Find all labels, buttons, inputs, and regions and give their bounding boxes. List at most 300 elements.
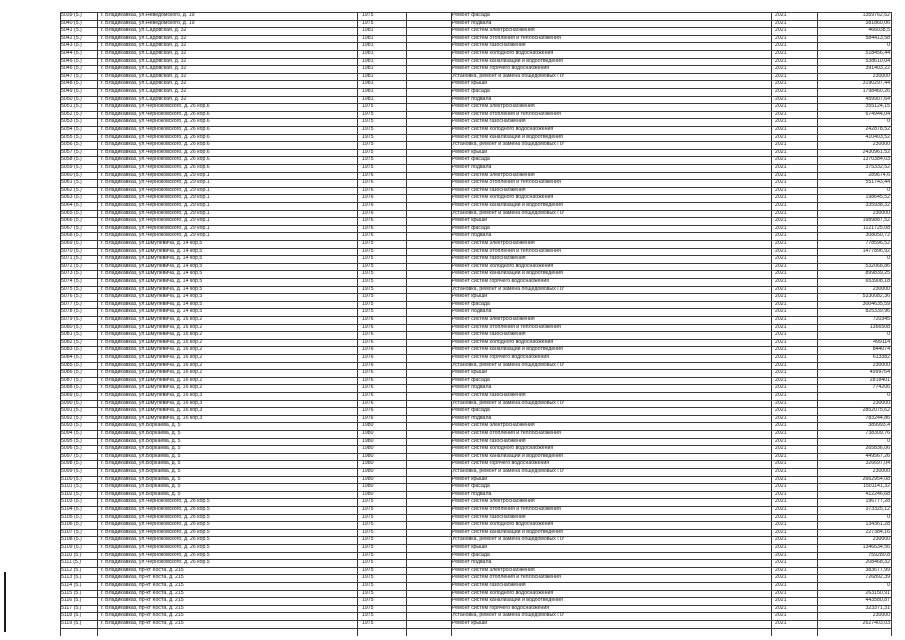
row-id: 5078 (5.) [61, 308, 82, 315]
table-row [60, 134, 892, 142]
table-row [60, 536, 892, 544]
row-amount: 653908,18 [865, 278, 890, 284]
row-amount: 0 [887, 118, 890, 125]
row-amount: 720345 [872, 316, 890, 322]
row-address: г. Владикавказ, ул.Шмулевича, д. 16 кор.2 [101, 384, 203, 391]
row-year: 1980 [362, 490, 374, 497]
row-work-type: Установка, ремонт и замена общедомовых ПУ [452, 72, 565, 79]
table-row [60, 354, 892, 362]
row-plan-year: 2021 [775, 506, 787, 512]
row-address: г. Владикавказ, ул.Садовская, д. 32 [101, 65, 187, 72]
row-year: 1980 [362, 430, 374, 436]
row-amount: 230000 [872, 209, 890, 216]
row-amount: 389993,4 [868, 422, 890, 429]
row-plan-year: 2021 [775, 148, 787, 155]
row-address: г. Владикавказ, ул.Боркаева, д. 5 [101, 468, 181, 474]
row-amount: 355124,15 [865, 103, 890, 110]
row-year: 1981 [362, 72, 374, 79]
row-plan-year: 2021 [775, 430, 787, 436]
row-work-type: Ремонт систем отопления и теплоснабжения [452, 506, 561, 512]
row-plan-year: 2021 [775, 95, 787, 102]
row-amount: 323371,31 [865, 604, 890, 611]
table-row [60, 88, 892, 96]
row-work-type: Ремонт систем электроснабжения [452, 171, 535, 178]
row-year: 1975 [362, 118, 374, 125]
row-address: г. Владикавказ, ул.Неведомского, д. 19 [101, 19, 195, 26]
row-address: г. Владикавказ, ул.Шмулевича, д. 16 кор.2 [101, 323, 203, 330]
row-plan-year: 2021 [775, 50, 787, 56]
row-work-type: Ремонт систем газоснабжения [452, 331, 526, 338]
row-plan-year: 2021 [775, 566, 787, 573]
row-address: г. Владикавказ, пр-кт Коста, д. 215 [101, 604, 184, 611]
row-id: 5083 (5.) [61, 346, 82, 353]
row-work-type: Ремонт систем горячего водоснабжения [452, 460, 550, 467]
row-plan-year: 2021 [775, 300, 787, 307]
row-amount: 1366508 [869, 323, 890, 330]
row-work-type: Ремонт систем канализации и водоотведения [452, 452, 563, 459]
row-year: 1980 [362, 452, 374, 459]
row-amount: 4999764 [869, 369, 890, 376]
row-address: г. Владикавказ, ул.Шмулевича, д. 16 кор.2 [101, 346, 203, 353]
row-amount: 230000 [872, 536, 890, 543]
row-year: 1975 [362, 133, 374, 140]
row-amount: 230000 [872, 72, 890, 79]
table-row [60, 430, 892, 438]
table-row [60, 65, 892, 73]
row-address: г. Владикавказ, ул.Шмулевича, д. 16 кор.2 [101, 369, 203, 376]
row-plan-year: 2021 [775, 270, 787, 277]
row-id: 5106 (5.) [61, 521, 82, 528]
row-work-type: Ремонт фасада [452, 407, 490, 414]
table-row [60, 369, 892, 377]
row-work-type: Ремонт подвала [452, 95, 492, 102]
table-row [60, 149, 892, 157]
row-year: 1975 [362, 12, 374, 18]
row-work-type: Ремонт систем холодного водоснабжения [452, 262, 554, 269]
row-amount: 2430961,52 [862, 148, 890, 155]
row-address: г. Владикавказ, ул.Шмулевича, д. 16 кор.3 [101, 407, 203, 414]
row-year: 1981 [362, 80, 374, 87]
row-id: 5062 (5.) [61, 186, 82, 193]
row-work-type: Установка, ремонт и замена общедомовых ПУ [452, 536, 565, 543]
row-amount: 2662954,08 [862, 475, 890, 482]
row-plan-year: 2021 [775, 414, 787, 421]
table-row [60, 620, 892, 628]
row-address: г. Владикавказ, ул.Боркаева, д. 5 [101, 422, 181, 429]
row-plan-year: 2021 [775, 513, 787, 520]
row-amount: 532068,86 [865, 262, 890, 269]
row-work-type: Ремонт систем отопления и теплоснабжения [452, 179, 561, 186]
table-row [60, 476, 892, 484]
row-work-type: Ремонт крыши [452, 544, 488, 550]
row-work-type: Ремонт систем канализации и водоотведения [452, 346, 563, 353]
row-plan-year: 2021 [775, 559, 787, 566]
row-year: 1976 [362, 361, 374, 368]
table-row [60, 202, 892, 210]
row-id: 5075 (5.) [61, 285, 82, 292]
table-row [60, 407, 892, 415]
row-plan-year: 2021 [775, 392, 787, 398]
row-plan-year: 2021 [775, 384, 787, 391]
table-row [60, 346, 892, 354]
row-id: 5119 (5.) [61, 620, 82, 626]
row-id: 5064 (5.) [61, 202, 82, 208]
row-address: г. Владикавказ, ул.Шмулевича, д. 16 кор.2 [101, 331, 203, 338]
table-row [60, 582, 892, 590]
row-address: г. Владикавказ, ул.Черноковского, д. 26 кор.5 [101, 521, 210, 528]
row-work-type: Установка, ремонт и замена общедомовых ПУ [452, 141, 565, 148]
table-row [60, 255, 892, 263]
row-id: 5114 (5.) [61, 582, 82, 588]
row-amount: 230000 [872, 468, 890, 474]
row-amount: 265836,06 [865, 445, 890, 452]
row-year: 1976 [362, 331, 374, 338]
row-amount: 759280,8 [868, 551, 890, 558]
row-plan-year: 2021 [775, 316, 787, 322]
row-work-type: Ремонт систем горячего водоснабжения [452, 604, 550, 611]
row-work-type: Ремонт систем газоснабжения [452, 186, 526, 193]
row-year: 1981 [362, 42, 374, 49]
row-plan-year: 2021 [775, 551, 787, 558]
row-address: г. Владикавказ, пр-кт Коста, д. 215 [101, 582, 184, 588]
row-id: 5108 (5.) [61, 536, 82, 543]
table-row [60, 35, 892, 43]
row-address: г. Владикавказ, ул.Шмулевича, д. 16 кор.2 [101, 338, 203, 345]
row-work-type: Ремонт систем холодного водоснабжения [452, 50, 554, 56]
row-address: г. Владикавказ, ул.Садовская, д. 32 [101, 88, 187, 94]
row-year: 1976 [362, 414, 374, 421]
row-id: 5095 (5.) [61, 437, 82, 444]
row-plan-year: 2021 [775, 361, 787, 368]
row-year: 1975 [362, 574, 374, 581]
row-work-type: Ремонт систем электроснабжения [452, 103, 535, 110]
row-plan-year: 2021 [775, 582, 787, 588]
row-plan-year: 2021 [775, 110, 787, 117]
row-amount: 373325,12 [865, 506, 890, 512]
table-row [60, 384, 892, 392]
row-amount: 518456,44 [865, 50, 890, 56]
row-id: 5069 (5.) [61, 240, 82, 246]
row-address: г. Владикавказ, ул.Шмулевича, д. 16 кор.3 [101, 399, 203, 406]
row-work-type: Ремонт фасада [452, 483, 490, 490]
row-amount: 778596,52 [865, 240, 890, 246]
row-amount: 5330082,36 [862, 293, 890, 300]
row-address: г. Владикавказ, ул.Боркаева, д. 5 [101, 490, 181, 497]
row-address: г. Владикавказ, ул.Черноковского, д. 26 кор.6 [101, 164, 210, 170]
row-id: 5087 (5.) [61, 376, 82, 383]
row-id: 5073 (5.) [61, 270, 82, 277]
row-amount: 783244,86 [865, 414, 890, 421]
row-amount: 227384,16 [865, 528, 890, 535]
row-plan-year: 2021 [775, 27, 787, 34]
row-work-type: Ремонт систем холодного водоснабжения [452, 126, 554, 132]
row-address: г. Владикавказ, пр-кт Коста, д. 215 [101, 597, 184, 604]
row-id: 5093 (5.) [61, 422, 82, 429]
row-plan-year: 2021 [775, 72, 787, 79]
table-row [60, 225, 892, 233]
row-address: г. Владикавказ, пр-кт Коста, д. 215 [101, 574, 184, 581]
row-amount: 230000 [872, 361, 890, 368]
row-id: 5084 (5.) [61, 354, 82, 360]
row-amount: 899839,25 [865, 270, 890, 277]
row-work-type: Ремонт систем электроснабжения [452, 498, 535, 505]
row-plan-year: 2021 [775, 156, 787, 163]
row-plan-year: 2021 [775, 323, 787, 330]
row-amount: 0 [887, 186, 890, 193]
table-row [60, 20, 892, 28]
row-id: 5042 (5.) [61, 34, 82, 41]
row-id: 5086 (5.) [61, 369, 82, 376]
row-year: 1975 [362, 308, 374, 315]
row-year: 1980 [362, 475, 374, 482]
row-plan-year: 2021 [775, 437, 787, 444]
row-work-type: Ремонт систем канализации и водоотведения [452, 597, 563, 604]
row-work-type: Ремонт систем электроснабжения [452, 566, 535, 573]
row-address: г. Владикавказ, ул.Шмулевича, д. 16 кор.3 [101, 414, 203, 421]
row-plan-year: 2021 [775, 293, 787, 300]
row-work-type: Установка, ремонт и замена общедомовых ПУ [452, 285, 565, 292]
row-work-type: Ремонт подвала [452, 384, 492, 391]
table-row [60, 103, 892, 111]
table-row [60, 491, 892, 499]
row-work-type: Ремонт крыши [452, 148, 488, 155]
row-id: 5040 (5.) [61, 19, 82, 26]
row-work-type: Ремонт систем холодного водоснабжения [452, 589, 554, 596]
row-address: г. Владикавказ, ул.Шмулевича, д. 14 кор.5 [101, 270, 203, 277]
row-plan-year: 2021 [775, 589, 787, 596]
row-plan-year: 2021 [775, 498, 787, 505]
table-row [60, 445, 892, 453]
row-address: г. Владикавказ, ул.Черноковского, д. 26 кор.5 [101, 528, 210, 535]
row-plan-year: 2021 [775, 445, 787, 452]
row-amount: 0 [887, 513, 890, 520]
row-year: 1976 [362, 376, 374, 383]
row-work-type: Ремонт крыши [452, 217, 488, 224]
scanned-sheet [4, 2, 901, 636]
row-address: г. Владикавказ, ул.Черноковского, д. 29 кор.1 [101, 217, 210, 224]
table-row [60, 12, 892, 20]
row-id: 5077 (5.) [61, 300, 82, 307]
row-year: 1976 [362, 338, 374, 345]
row-id: 5092 (5.) [61, 414, 82, 421]
row-plan-year: 2021 [775, 376, 787, 383]
row-plan-year: 2021 [775, 468, 787, 474]
row-work-type: Ремонт систем холодного водоснабжения [452, 521, 554, 528]
table-row [60, 460, 892, 468]
table-row [60, 308, 892, 316]
row-address: г. Владикавказ, ул.Черноковского, д. 29 кор.1 [101, 202, 210, 208]
row-work-type: Ремонт крыши [452, 80, 488, 87]
row-year: 1976 [362, 316, 374, 322]
row-address: г. Владикавказ, ул.Шмулевича, д. 16 кор.3 [101, 392, 203, 398]
row-year: 1975 [362, 240, 374, 246]
row-year: 1980 [362, 422, 374, 429]
table-row [60, 156, 892, 164]
row-plan-year: 2021 [775, 209, 787, 216]
row-plan-year: 2021 [775, 262, 787, 269]
row-year: 1975 [362, 544, 374, 550]
row-address: г. Владикавказ, ул.Шмулевича, д. 16 кор.2 [101, 354, 203, 360]
table-row [60, 483, 892, 491]
row-year: 1976 [362, 209, 374, 216]
row-id: 5113 (5.) [61, 574, 82, 581]
row-year: 1980 [362, 437, 374, 444]
row-amount: 410403,52 [865, 133, 890, 140]
table-row [60, 339, 892, 347]
row-address: г. Владикавказ, ул.Боркаева, д. 5 [101, 445, 181, 452]
row-plan-year: 2021 [775, 490, 787, 497]
row-work-type: Ремонт подвала [452, 164, 492, 170]
row-work-type: Ремонт фасада [452, 551, 490, 558]
row-plan-year: 2021 [775, 19, 787, 26]
row-work-type: Ремонт систем канализации и водоотведения [452, 133, 563, 140]
row-work-type: Ремонт фасада [452, 88, 490, 94]
table-row [60, 301, 892, 309]
row-work-type: Ремонт систем холодного водоснабжения [452, 445, 554, 452]
row-address: г. Владикавказ, ул.Черноковского, д. 29 кор.1 [101, 186, 210, 193]
row-amount: 466038,5 [868, 27, 890, 34]
row-plan-year: 2021 [775, 407, 787, 414]
row-address: г. Владикавказ, ул.Черноковского, д. 26 кор.5 [101, 506, 210, 512]
row-year: 1975 [362, 126, 374, 132]
row-plan-year: 2021 [775, 369, 787, 376]
row-amount: 2852075,62 [862, 407, 890, 414]
row-amount: 738309,76 [865, 430, 890, 436]
table-row [60, 506, 892, 514]
row-work-type: Ремонт систем газоснабжения [452, 255, 526, 262]
row-plan-year: 2021 [775, 240, 787, 246]
row-year: 1980 [362, 445, 374, 452]
row-work-type: Ремонт подвала [452, 490, 492, 497]
table-row [60, 248, 892, 256]
row-year: 1975 [362, 506, 374, 512]
row-work-type: Ремонт систем отопления и теплоснабжения [452, 323, 561, 330]
row-amount: 0 [887, 392, 890, 398]
row-amount: 1477896,92 [862, 247, 890, 254]
row-id: 5054 (5.) [61, 126, 82, 132]
row-address: г. Владикавказ, ул.Боркаева, д. 5 [101, 437, 181, 444]
table-row [60, 278, 892, 286]
table-row [60, 27, 892, 35]
row-id: 5101 (5.) [61, 483, 82, 490]
row-year: 1976 [362, 399, 374, 406]
row-plan-year: 2021 [775, 217, 787, 224]
row-id: 5039 (5.) [61, 12, 82, 18]
row-id: 5060 (5.) [61, 171, 82, 178]
row-address: г. Владикавказ, ул.Черноковского, д. 26 кор.6 [101, 110, 210, 117]
table-row [60, 324, 892, 332]
row-id: 5057 (5.) [61, 148, 82, 155]
row-id: 5082 (5.) [61, 338, 82, 345]
row-year: 1981 [362, 34, 374, 41]
row-id: 5074 (5.) [61, 278, 82, 284]
row-year: 1975 [362, 19, 374, 26]
row-id: 5080 (5.) [61, 323, 82, 330]
table-row [60, 187, 892, 195]
row-id: 5053 (5.) [61, 118, 82, 125]
row-year: 1976 [362, 407, 374, 414]
row-plan-year: 2021 [775, 12, 787, 18]
row-amount: 383677,99 [865, 566, 890, 573]
row-amount: 2627403,03 [862, 620, 890, 626]
table-row [60, 574, 892, 582]
table-row [60, 453, 892, 461]
row-plan-year: 2021 [775, 141, 787, 148]
row-id: 5079 (5.) [61, 316, 82, 322]
row-amount: 375332,52 [865, 164, 890, 170]
row-work-type: Ремонт подвала [452, 308, 492, 315]
row-id: 5111 (5.) [61, 559, 81, 566]
row-address: г. Владикавказ, ул.Шмулевича, д. 14 кор.5 [101, 240, 203, 246]
row-address: г. Владикавказ, ул.Черноковского, д. 26 кор.6 [101, 103, 210, 110]
row-address: г. Владикавказ, ул.Черноковского, д. 26 кор.5 [101, 536, 210, 543]
row-plan-year: 2021 [775, 57, 787, 64]
row-year: 1975 [362, 551, 374, 558]
row-amount: 134361,28 [865, 521, 890, 528]
row-year: 1981 [362, 27, 374, 34]
row-work-type: Ремонт систем отопления и теплоснабжения [452, 34, 561, 41]
row-address: г. Владикавказ, ул.Садовская, д. 32 [101, 95, 187, 102]
row-work-type: Ремонт систем отопления и теплоснабжения [452, 574, 561, 581]
row-id: 5050 (5.) [61, 95, 82, 102]
row-id: 5070 (5.) [61, 247, 82, 254]
table-row [60, 263, 892, 271]
row-plan-year: 2021 [775, 597, 787, 604]
row-id: 5049 (5.) [61, 88, 82, 94]
row-year: 1975 [362, 278, 374, 284]
row-work-type: Ремонт фасада [452, 376, 490, 383]
row-id: 5112 (5.) [61, 566, 82, 573]
row-amount: 263150,91 [865, 589, 890, 596]
row-amount: 674944,04 [865, 110, 890, 117]
row-year: 1981 [362, 95, 374, 102]
row-year: 1975 [362, 604, 374, 611]
table-row [60, 172, 892, 180]
row-work-type: Ремонт фасада [452, 156, 490, 163]
row-address: г. Владикавказ, ул.Черноковского, д. 26 кор.6 [101, 148, 210, 155]
table-row [60, 567, 892, 575]
row-address: г. Владикавказ, ул.Черноковского, д. 26 кор.6 [101, 118, 210, 125]
row-id: 5097 (5.) [61, 452, 82, 459]
row-amount: 3190297,44 [862, 80, 890, 87]
row-plan-year: 2021 [775, 103, 787, 110]
row-id: 5056 (5.) [61, 141, 82, 148]
row-work-type: Ремонт систем газоснабжения [452, 42, 526, 49]
row-work-type: Ремонт систем канализации и водоотведения [452, 528, 563, 535]
row-plan-year: 2021 [775, 65, 787, 72]
table-row [60, 42, 892, 50]
row-year: 1975 [362, 612, 374, 619]
row-id: 5044 (5.) [61, 50, 82, 56]
table-row [60, 232, 892, 240]
row-work-type: Ремонт фасада [452, 300, 490, 307]
row-amount: 326697,04 [865, 460, 890, 467]
row-amount: 230000 [872, 612, 890, 619]
row-year: 1976 [362, 217, 374, 224]
row-plan-year: 2021 [775, 483, 787, 490]
row-id: 5104 (5.) [61, 506, 82, 512]
table-row [60, 498, 892, 506]
table-row [60, 179, 892, 187]
row-year: 1975 [362, 255, 374, 262]
row-id: 5076 (5.) [61, 293, 82, 300]
row-address: г. Владикавказ, ул.Садовская, д. 32 [101, 42, 187, 49]
row-year: 1975 [362, 103, 374, 110]
row-plan-year: 2021 [775, 422, 787, 429]
table-row [60, 529, 892, 537]
row-work-type: Установка, ремонт и замена общедомовых ПУ [452, 399, 565, 406]
row-address: г. Владикавказ, ул.Садовская, д. 32 [101, 57, 187, 64]
